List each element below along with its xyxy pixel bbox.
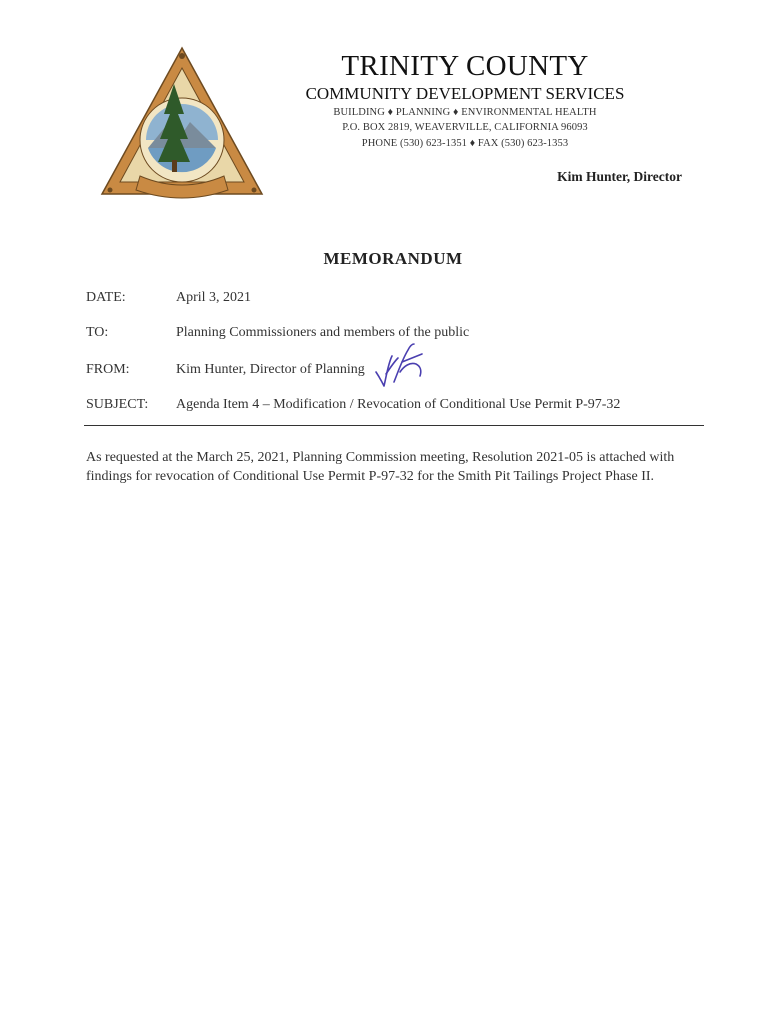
memo-body: As requested at the March 25, 2021, Planning Commission meeting, Resolution 2021-05 is attached with findings for revocation of Conditional Use Permit P-97-32 for the Smith Pit Tailings Project Phase II. — [86, 450, 675, 484]
phone-fax-line: PHONE (530) 623-1351 ♦ FAX (530) 623-1353 — [361, 138, 569, 149]
from-label: FROM: — [86, 362, 130, 377]
divisions-line: BUILDING ♦ PLANNING ♦ ENVIRONMENTAL HEALTH — [333, 107, 597, 118]
from-value: Kim Hunter, Director of Planning — [176, 362, 365, 377]
date-label: DATE: — [86, 290, 126, 305]
address-line: P.O. BOX 2819, WEAVERVILLE, CALIFORNIA 96093 — [342, 122, 588, 133]
department-name: COMMUNITY DEVELOPMENT SERVICES — [305, 84, 625, 103]
memo-heading: MEMORANDUM — [323, 249, 463, 268]
county-name: TRINITY COUNTY — [341, 50, 589, 82]
to-value: Planning Commissioners and members of the public — [176, 325, 470, 340]
subject-value: Agenda Item 4 – Modification / Revocation of Conditional Use Permit P-97-32 — [176, 397, 621, 412]
handwritten-signature-icon — [372, 342, 426, 390]
header-divider — [84, 425, 704, 426]
subject-label: SUBJECT: — [86, 397, 149, 412]
date-value: April 3, 2021 — [176, 290, 252, 305]
to-label: TO: — [86, 325, 109, 340]
director-name: Kim Hunter, Director — [557, 169, 682, 184]
